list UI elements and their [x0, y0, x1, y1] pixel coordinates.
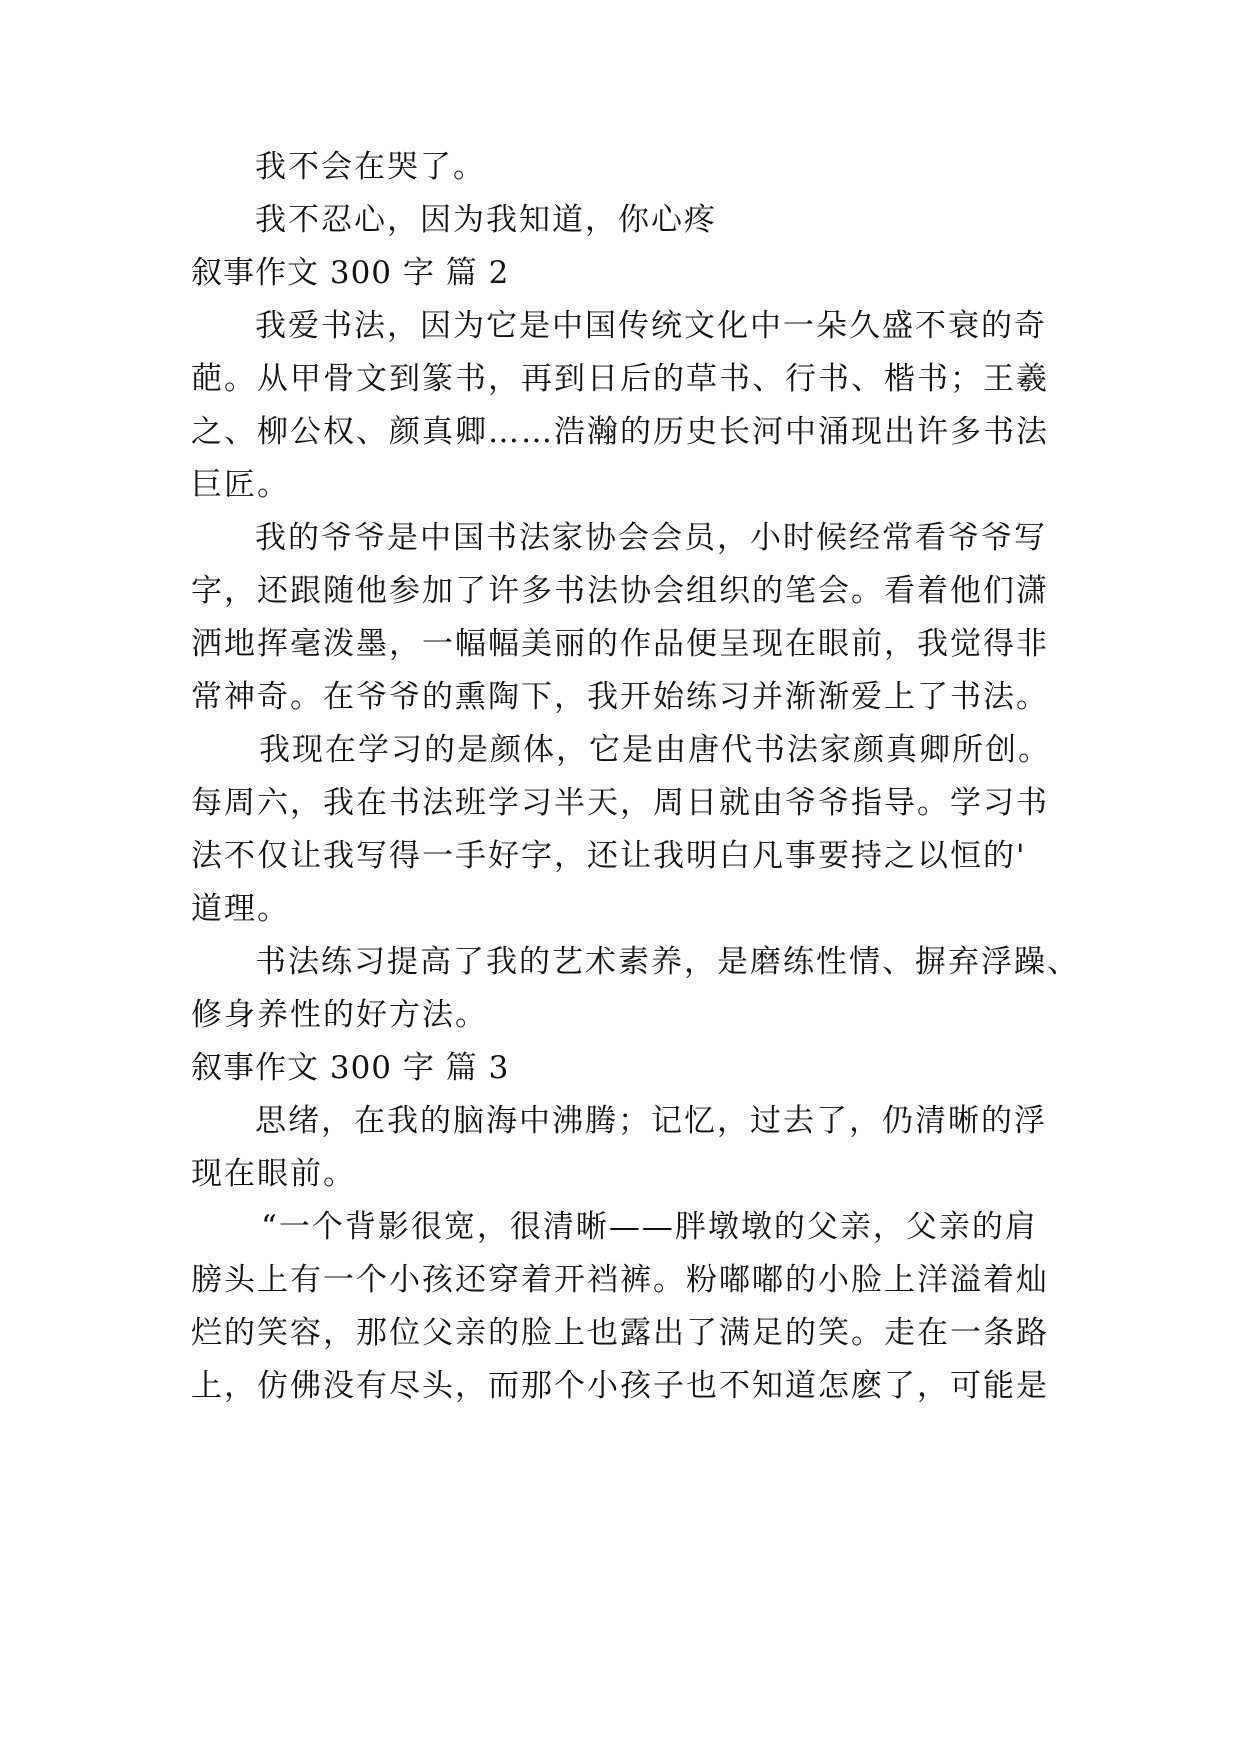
- text-line: 洒地挥毫泼墨，一幅幅美丽的作品便呈现在眼前，我觉得非: [191, 626, 1049, 662]
- text-line: 修身养性的好方法。: [191, 997, 488, 1033]
- text-line: 书法练习提高了我的艺术素养，是磨练性情、摒弃浮躁、: [255, 944, 1080, 980]
- text-line: 每周六，我在书法班学习半天，周日就由爷爷指导。学习书: [191, 785, 1049, 821]
- text-line: 思绪，在我的脑海中沸腾；记忆，过去了，仍清晰的浮: [255, 1103, 1047, 1139]
- text-line: 我不忍心，因为我知道，你心疼: [255, 202, 717, 238]
- text-line: 膀头上有一个小孩还穿着开裆裤。粉嘟嘟的小脸上洋溢着灿: [191, 1262, 1049, 1298]
- text-line: 葩。从甲骨文到篆书，再到日后的草书、行书、楷书；王羲: [191, 361, 1049, 397]
- text-line: 我爱书法，因为它是中国传统文化中一朵久盛不衰的奇: [255, 308, 1047, 344]
- text-line: 上，仿佛没有尽头，而那个小孩子也不知道怎麽了，可能是: [191, 1368, 1049, 1404]
- text-line: 常神奇。在爷爷的熏陶下，我开始练习并渐渐爱上了书法。: [191, 679, 1049, 715]
- text-line: “一个背影很宽，很清晰——胖墩墩的父亲，父亲的肩: [261, 1209, 1038, 1245]
- text-line: 烂的笑容，那位父亲的脸上也露出了满足的笑。走在一条路: [191, 1315, 1049, 1351]
- text-line: 我现在学习的是颜体，它是由唐代书法家颜真卿所创。: [259, 732, 1051, 768]
- text-line: 巨匠。: [191, 467, 290, 503]
- text-line: 字，还跟随他参加了许多书法协会组织的笔会。看着他们潇: [191, 573, 1049, 609]
- text-line: 现在眼前。: [191, 1156, 356, 1192]
- text-line: 我不会在哭了。: [255, 149, 486, 185]
- text-line: 道理。: [191, 891, 290, 927]
- section-heading: 叙事作文 300 字 篇 2: [191, 255, 510, 291]
- section-heading: 叙事作文 300 字 篇 3: [191, 1050, 510, 1086]
- text-line: 法不仅让我写得一手好字，还让我明白凡事要持之以恒的': [191, 838, 1027, 874]
- text-line: 我的爷爷是中国书法家协会会员，小时候经常看爷爷写: [255, 520, 1047, 556]
- text-line: 之、柳公权、颜真卿……浩瀚的历史长河中涌现出许多书法: [191, 414, 1049, 450]
